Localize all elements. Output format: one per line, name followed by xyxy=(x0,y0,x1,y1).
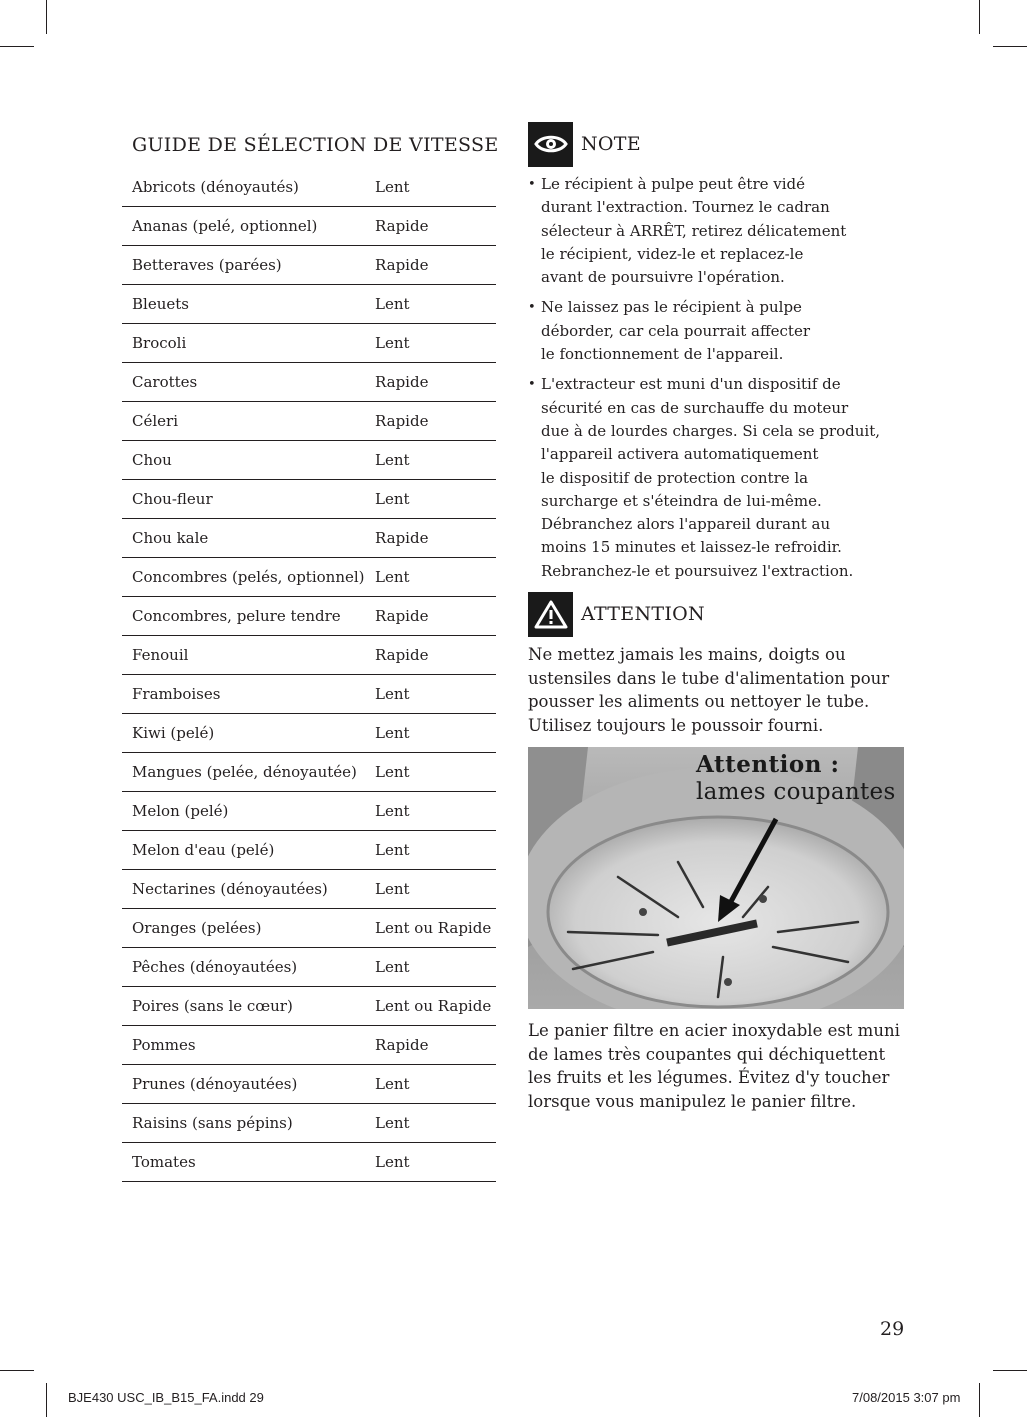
speed-value: Rapide xyxy=(375,207,496,246)
food-name: Brocoli xyxy=(122,324,375,363)
food-name: Poires (sans le cœur) xyxy=(122,987,375,1026)
speed-row xyxy=(122,1026,496,1065)
speed-row xyxy=(122,168,496,207)
speed-value: Lent xyxy=(375,831,496,870)
speed-row xyxy=(122,792,496,831)
food-name: Kiwi (pelé) xyxy=(122,714,375,753)
food-name: Pommes xyxy=(122,1026,375,1065)
speed-row xyxy=(122,636,496,675)
speed-value: Lent xyxy=(375,285,496,324)
speed-row xyxy=(122,597,496,636)
food-name: Bleuets xyxy=(122,285,375,324)
speed-value: Lent xyxy=(375,753,496,792)
note-line: sécurité en cas de surchauffe du moteur xyxy=(541,398,849,417)
right-column xyxy=(528,121,900,1113)
note-line: sélecteur à ARRÊT, retirez délicatement xyxy=(541,221,847,240)
food-name: Chou kale xyxy=(122,519,375,558)
food-name: Mangues (pelée, dénoyautée) xyxy=(122,753,375,792)
speed-value: Lent xyxy=(375,441,496,480)
attention-title: ATTENTION xyxy=(581,603,705,626)
speed-row xyxy=(122,870,496,909)
food-name: Chou-fleur xyxy=(122,480,375,519)
note-line: • Ne laissez pas le récipient à pulpe xyxy=(541,298,802,317)
crop-mark xyxy=(979,1383,980,1417)
food-name: Fenouil xyxy=(122,636,375,675)
warning-icon xyxy=(528,592,573,637)
crop-mark xyxy=(0,1370,34,1371)
note-line: • L'extracteur est muni d'un dispositif de xyxy=(541,375,841,394)
speed-value: Lent ou Rapide xyxy=(375,909,496,948)
speed-row xyxy=(122,441,496,480)
note-line: le fonctionnement de l'appareil. xyxy=(541,345,784,364)
food-name: Concombres (pelés, optionnel) xyxy=(122,558,375,597)
note-line: le récipient, videz-le et replacez-le xyxy=(541,244,804,263)
note-item xyxy=(528,373,900,583)
note-line: moins 15 minutes et laissez-le refroidir. xyxy=(541,538,842,557)
speed-value: Lent xyxy=(375,168,496,207)
photo-label-attention: Attention : xyxy=(696,751,840,779)
note-line: surcharge et s'éteindra de lui-même. xyxy=(541,491,822,510)
note-line: Rebranchez-le et poursuivez l'extraction. xyxy=(541,561,854,580)
crop-mark xyxy=(46,1383,47,1417)
speed-value: Lent xyxy=(375,714,496,753)
speed-value: Lent xyxy=(375,558,496,597)
speed-row xyxy=(122,246,496,285)
note-line: le dispositif de protection contre la xyxy=(541,468,809,487)
speed-row xyxy=(122,363,496,402)
speed-value: Rapide xyxy=(375,402,496,441)
note-line: Débranchez alors l'appareil durant au xyxy=(541,515,831,534)
caption-line: Le panier filtre en acier inoxydable est muni xyxy=(528,1021,900,1041)
speed-row xyxy=(122,558,496,597)
footer-date: 7/08/2015 3:07 pm xyxy=(852,1390,961,1405)
food-name: Céleri xyxy=(122,402,375,441)
crop-mark xyxy=(979,0,980,34)
speed-row xyxy=(122,324,496,363)
filter-basket-photo xyxy=(528,747,904,1009)
food-name: Raisins (sans pépins) xyxy=(122,1104,375,1143)
speed-row xyxy=(122,207,496,246)
eye-icon xyxy=(528,122,573,167)
attention-heading xyxy=(528,591,900,637)
speed-value: Rapide xyxy=(375,246,496,285)
food-name: Chou xyxy=(122,441,375,480)
speed-row xyxy=(122,675,496,714)
speed-guide xyxy=(122,128,499,1182)
photo-label-blades: lames coupantes xyxy=(696,779,896,806)
food-name: Oranges (pelées) xyxy=(122,909,375,948)
speed-value: Lent xyxy=(375,792,496,831)
crop-mark xyxy=(993,46,1027,47)
attention-line: Ne mettez jamais les mains, doigts ou xyxy=(528,645,846,665)
speed-row xyxy=(122,987,496,1026)
attention-line: Utilisez toujours le poussoir fourni. xyxy=(528,715,824,735)
crop-mark xyxy=(993,1370,1027,1371)
speed-row xyxy=(122,519,496,558)
note-line: déborder, car cela pourrait affecter xyxy=(541,321,811,340)
note-title: NOTE xyxy=(581,133,641,155)
photo-caption xyxy=(528,1019,900,1113)
footer-file: BJE430 USC_IB_B15_FA.indd 29 xyxy=(68,1390,264,1405)
food-name: Nectarines (dénoyautées) xyxy=(122,870,375,909)
speed-value: Lent xyxy=(375,480,496,519)
food-name: Ananas (pelé, optionnel) xyxy=(122,207,375,246)
speed-value: Lent xyxy=(375,948,496,987)
speed-value: Lent xyxy=(375,870,496,909)
note-line: due à de lourdes charges. Si cela se produit, xyxy=(541,421,880,440)
food-name: Abricots (dénoyautés) xyxy=(122,168,375,207)
speed-value: Rapide xyxy=(375,519,496,558)
speed-value: Lent xyxy=(375,324,496,363)
speed-value: Rapide xyxy=(375,363,496,402)
note-item xyxy=(528,296,900,366)
food-name: Carottes xyxy=(122,363,375,402)
crop-mark xyxy=(0,46,34,47)
speed-row xyxy=(122,753,496,792)
speed-row xyxy=(122,831,496,870)
speed-row xyxy=(122,909,496,948)
speed-row xyxy=(122,1104,496,1143)
food-name: Betteraves (parées) xyxy=(122,246,375,285)
food-name: Melon (pelé) xyxy=(122,792,375,831)
speed-value: Lent xyxy=(375,1065,496,1104)
speed-value: Rapide xyxy=(375,636,496,675)
food-name: Concombres, pelure tendre xyxy=(122,597,375,636)
food-name: Framboises xyxy=(122,675,375,714)
attention-text xyxy=(528,643,900,737)
speed-value: Lent xyxy=(375,1143,496,1182)
speed-guide-title: GUIDE DE SÉLECTION DE VITESSE xyxy=(132,134,499,156)
attention-line: ustensiles dans le tube d'alimentation pour xyxy=(528,668,890,688)
speed-row xyxy=(122,285,496,324)
food-name: Prunes (dénoyautées) xyxy=(122,1065,375,1104)
caption-line: de lames très coupantes qui déchiquettent xyxy=(528,1044,886,1064)
note-heading xyxy=(528,121,900,167)
note-item xyxy=(528,173,900,289)
speed-value: Lent ou Rapide xyxy=(375,987,496,1026)
crop-mark xyxy=(46,0,47,34)
speed-row xyxy=(122,948,496,987)
speed-value: Rapide xyxy=(375,597,496,636)
note-line: • Le récipient à pulpe peut être vidé xyxy=(541,175,806,193)
speed-row xyxy=(122,1143,496,1182)
food-name: Tomates xyxy=(122,1143,375,1182)
speed-row xyxy=(122,480,496,519)
food-name: Melon d'eau (pelé) xyxy=(122,831,375,870)
speed-value: Lent xyxy=(375,1104,496,1143)
speed-value: Rapide xyxy=(375,1026,496,1065)
note-list xyxy=(528,173,900,583)
speed-value: Lent xyxy=(375,675,496,714)
caption-line: les fruits et les légumes. Évitez d'y toucher xyxy=(528,1068,890,1088)
note-line: l'appareil activera automatiquement xyxy=(541,445,819,464)
attention-line: pousser les aliments ou nettoyer le tube. xyxy=(528,692,870,712)
note-line: avant de poursuivre l'opération. xyxy=(541,268,785,287)
speed-table xyxy=(122,168,496,1182)
note-line: durant l'extraction. Tournez le cadran xyxy=(541,198,830,217)
speed-row xyxy=(122,402,496,441)
page-number: 29 xyxy=(880,1318,905,1340)
food-name: Pêches (dénoyautées) xyxy=(122,948,375,987)
speed-row xyxy=(122,1065,496,1104)
caption-line: lorsque vous manipulez le panier filtre. xyxy=(528,1091,857,1111)
speed-row xyxy=(122,714,496,753)
